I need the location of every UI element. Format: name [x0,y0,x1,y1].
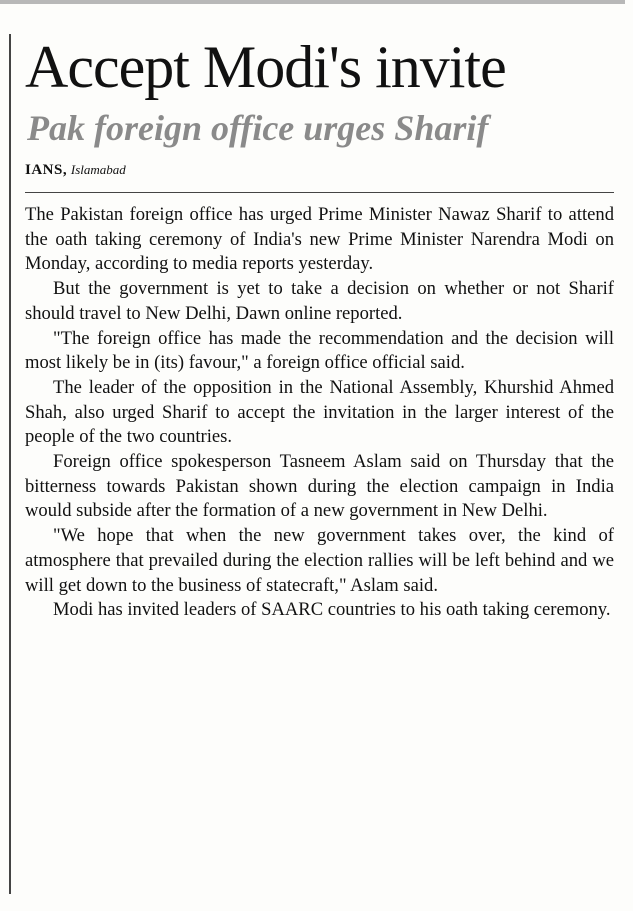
paragraph-7: Modi has invited leaders of SAARC countries to his oath taking ceremony. [53,599,611,621]
paragraph-2: But the government is yet to take a decision on whether or not Sharif should travel to New Delhi, Dawn online reported. [25,278,614,324]
article-body [25,203,614,623]
byline-divider [25,192,614,193]
news-article [25,26,614,623]
paragraph-1: The Pakistan foreign office has urged Prime Minister Nawaz Sharif to attend the oath taking ceremony of India's new Prime Minister Narendra Modi on Monday, according to media reports yesterday. [25,204,614,275]
paragraph-4: The leader of the opposition in the National Assembly, Khurshid Ahmed Shah, also urged Sharif to accept the invitation in the larger interest of the people of the two countries. [25,376,614,448]
top-border-rule [0,0,625,4]
column-border-rule [9,34,11,894]
byline-location: Islamabad [70,162,126,177]
paragraph-6: "We hope that when the new government takes over, the kind of atmosphere that prevailed during the election rallies will be left behind and we will get down to the business of statecraft," Aslam said. [25,525,614,596]
byline-agency: IANS, [25,162,68,178]
paragraph-3: "The foreign office has made the recommendation and the decision will most likely be in (its) favour," a foreign office official said. [25,327,614,374]
subheadline: Pak foreign office urges Sharif [27,108,489,148]
headline: Accept Modi's invite [25,34,506,100]
byline [25,160,614,180]
paragraph-5: Foreign office spokesperson Tasneem Aslam said on Thursday that the bitterness towards Pakistan shown during the election campaign in India would subside after the formation of a new government in New Delhi. [25,451,614,522]
